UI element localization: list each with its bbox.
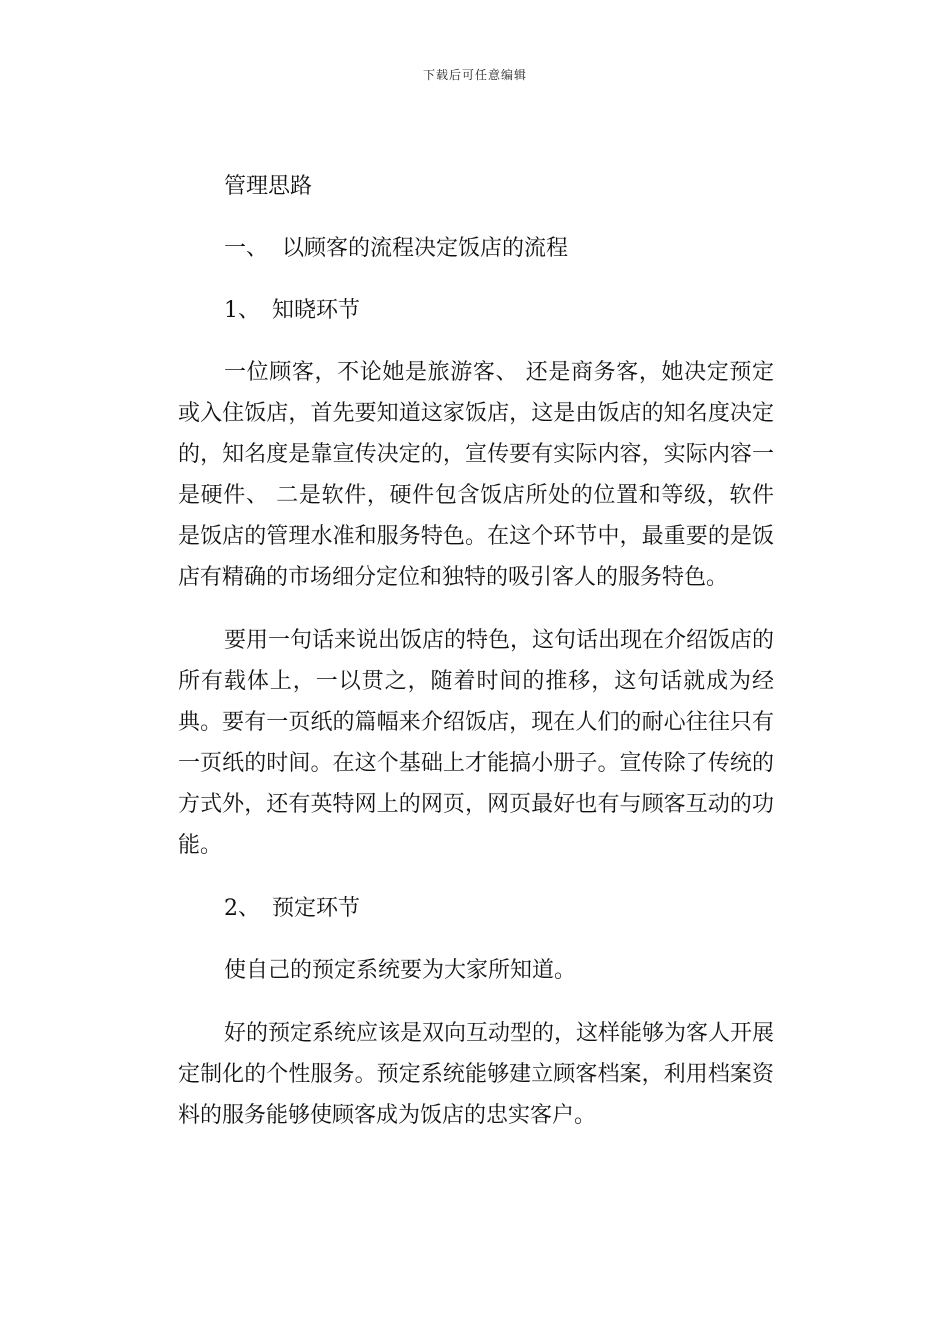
paragraph-slogan: 要用一句话来说出饭店的特色，这句话出现在介绍饭店的所有载体上，一以贯之，随着时间的推移，这句话就成为经典。要有一页纸的篇幅来介绍饭店，现在人们的耐心往往只有一页纸的时间。在这个基础上才能搞小册子。宣传除了传统的方式外，还有英特网上的网页，网页最好也有与顾客互动的功能。 (178, 628, 775, 858)
subsection-heading-1 (178, 290, 774, 331)
document-title: 管理思路 (224, 174, 313, 199)
header-note: 下载后可任意编辑 (422, 68, 527, 82)
spacer (178, 331, 774, 352)
subsection-title: 知晓环节 (272, 298, 361, 323)
subsection-title: 预定环节 (272, 896, 361, 921)
spacer (178, 207, 774, 228)
section-title: 以顾客的流程决定饭店的流程 (282, 236, 569, 261)
subsection-number: 1、 (224, 298, 260, 323)
section-heading-1 (178, 228, 774, 269)
spacer (178, 598, 774, 620)
subsection-number: 2、 (224, 896, 260, 921)
subsection-heading-2 (178, 888, 774, 929)
spacer (178, 866, 774, 888)
spacer (178, 991, 774, 1013)
section-marker: 一、 (224, 236, 269, 261)
spacer (178, 269, 774, 290)
paragraph-booking-intro: 使自己的预定系统要为大家所知道。 (224, 958, 577, 983)
paragraph-awareness: 一位顾客，不论她是旅游客、 还是商务客，她决定预定或入住饭店，首先要知道这家饭店，这是由饭店的知名度决定的，知名度是靠宣传决定的，宣传要有实际内容，实际内容一是硬件、 二是软件，硬件包含饭店所处的位置和等级，软件是饭店的管理水准和服务特色。在这个环节中，最重要的是饭店有精确的市场细分定位和独特的吸引客人的服务特色。 (178, 360, 774, 590)
paragraph-booking-system: 好的预定系统应该是双向互动型的，这样能够为客人开展定制化的个性服务。预定系统能够建立顾客档案，利用档案资料的服务能够使顾客成为饭店的忠实客户。 (178, 1021, 775, 1128)
document-body (178, 166, 774, 1136)
spacer (178, 929, 774, 950)
